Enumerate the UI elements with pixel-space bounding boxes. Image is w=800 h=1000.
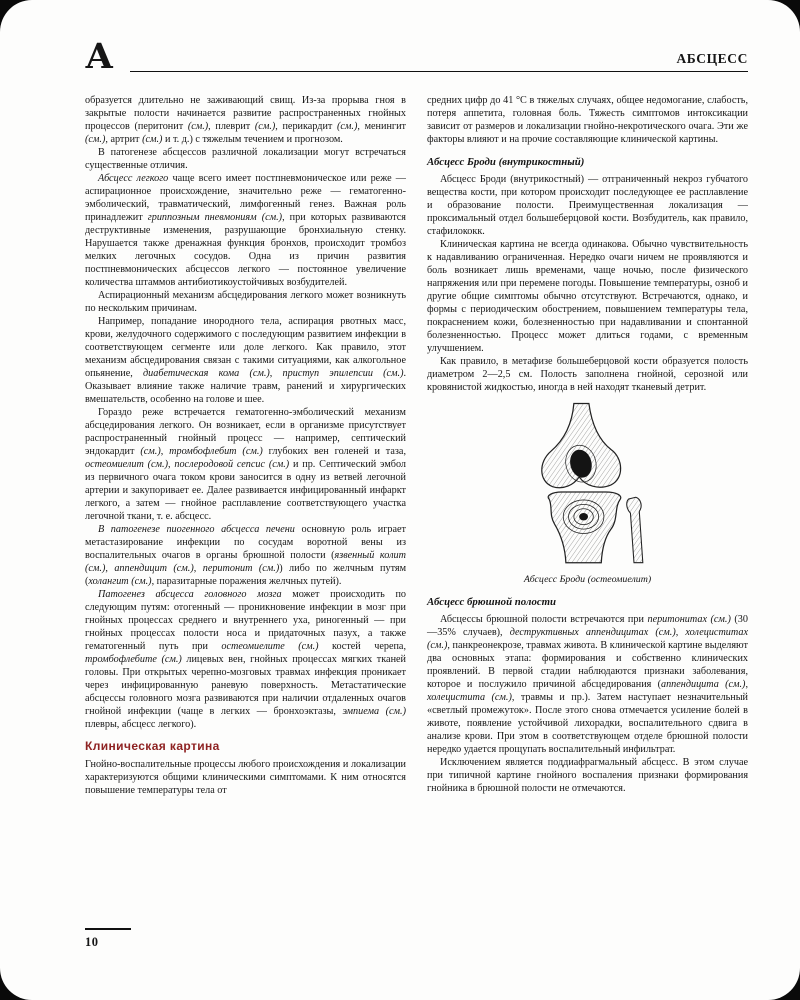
paragraph: Например, попадание инородного тела, аспирация рвотных масс, крови, желудочного содержимого с последующим развитием инфекции в соответствующем сегменте или доле легкого. Как правило, этот механизм абсцедирования связан с такими ситуациями, как алкогольное опьянение, диабетическая кома (см.), приступ эпилепсии (см.). Оказывает влияние также наличие травм, ранений и хирургических вмешательств, особенно на голове и шее. [85,316,407,405]
page-number: 10 [85,935,99,949]
running-head: АБСЦЕСС [676,50,748,66]
column-right [427,94,748,962]
figure-caption: Абсцесс Броди (остеомиелит) [523,574,652,585]
paragraph: Абсцесс Броди (внутрикостный) — отграниченный некроз губчатого вещества кости, при котором происходит последующее ее расплавление и образование полости. Преимущественная локализация — проксимальный отдел большеберцовой кости. Возбудитель, как правило, стафилококк. [427,174,748,237]
paragraph: Патогенез абсцесса головного мозга может происходить по следующим путям: отогенный — проникновение инфекции в мозг при гнойных процессах среднего и внутреннего уха, риногенный — при гнойных процессах полости носа и придаточных пазух, а также гематогенный путь при остеомиелите (см.) костей черепа, тромбофлебите (см.) лицевых вен, гнойных процессах мягких тканей головы. При открытых черепно-мозговых травмах инфекция проникает через инфицированную раневую поверхность. Метастатические абсцессы головного мозга развиваются при наличии отдаленных очагов гнойной инфекции (чаще в легких — бронхоэктазы, эмпиема (см.) плевры, абсцесс легкого). [85,589,406,730]
header-rule [130,51,748,72]
clinical-picture-heading: Клиническая картина [85,739,220,753]
page-footer [85,928,131,950]
fibula-outline [626,497,642,562]
paragraph: Гнойно-воспалительные процессы любого происхождения и локализации характеризуются общими клиническими симптомами. К ним относятся повышение температуры тела от [85,759,406,796]
paragraph: образуется длительно не заживающий свищ. Из-за прорыва гноя в закрытые полости начинается развитие распространенных гнойных процессов (перитонит (см.), плеврит (см.), перикардит (см.), менингит (см.), артрит (см.) и т. д.) с тяжелым течением и прогнозом. [85,95,406,145]
paragraph: Абсцесс легкого чаще всего имеет постпневмоническое или реже — аспирационное происхождение, значительно реже — гематогенно-эмболический, травматический, лимфогенный генез. Важная роль принадлежит гриппозным пневмониям (см.), при которых развиваются деструктивные изменения, разрушающие бронхиальную стенку. Нарушается также дренажная функция бронхов, происходит тромбоз мелких легочных сосудов. Одна из причин развития постпневмонических абсцессов легкого — постоянное увеличение количества штаммов антибиотикоустойчивых возбудителей. [85,173,406,288]
footer-rule [85,928,131,930]
text-columns [85,94,748,962]
section-letter: А [85,36,114,77]
figure-brodie-abscess [427,400,748,568]
paragraph: средних цифр до 41 °С в тяжелых случаях, общее недомогание, слабость, потеря аппетита, головная боль. Тяжесть симптомов интоксикации зависит от размеров и локализации гнойно-некротического очага. Эти же факторы влияют и на прочие составляющие клинической картины. [427,95,748,145]
cavity-ring-center [579,513,588,520]
subheading: Абсцесс брюшной полости [427,596,557,608]
paragraph: Гораздо реже встречается гематогенно-эмболический механизм абсцедирования легкого. Он возникает, если в организме присутствует распространенный гнойный процесс — например, септический эндокардит (см.), тромбофлебит (см.) глубоких вен голеней и таза, остеомиелит (см.), послеродовой сепсис (см.) и пр. Септический эмбол из первичного очага током крови заносится в одну из ветвей легочной артерии и закупоривает ее. Далее развивается инфицированный инфаркт легкого, а затем — гнойное расплавление соответствующего участка легочной ткани, т. е. абсцесс. [85,407,407,522]
tibia-outline [548,492,621,563]
paragraph: В патогенезе пиогенного абсцесса печени основную роль играет метастазирование инфекции по сосудам воротной вены из воспалительных очагов в органы брюшной полости (язвенный колит (см.), аппендицит (см.), перитонит (см.)) либо по желчным путям (холангит (см.), паразитарные поражения желчных путей). [85,524,407,587]
paragraph: Абсцессы брюшной полости встречаются при перитонитах (см.) (30—35% случаев), деструктивных аппендицитах (см.), холециститах (см.), панкреонекрозе, травмах живота. В клинической картине выделяют два основных этапа: формирования и собственно клинических проявлений. В первой стадии наблюдаются признаки заболевания, которое и послужило причиной абсцедирования (аппендицита (см.), холецистита (см.), травмы и пр.). Затем наступает незначительный «светлый промежуток». После этого снова отмечается усиление болей в животе, появление устойчивой лихорадки, воспалительного сдвига в анализе крови. При этом в соответствующем отделе брюшной полости нередко удается прощупать воспалительный инфильтрат. [427,614,748,755]
paragraph: Аспирационный механизм абсцедирования легкого может возникнуть по нескольким причинам. [85,290,406,314]
paragraph: Исключением является поддиафрагмальный абсцесс. В этом случае при типичной картине гнойного воспаления признаки формирования гнойника в брюшной полости не отмечаются. [427,757,748,794]
subheading: Абсцесс Броди (внутрикостный) [427,156,585,168]
bone-illustration [499,400,677,568]
page-header [85,36,748,77]
paragraph: Как правило, в метафизе большеберцовой кости образуется полость диаметром 2—2,5 см. Полость заполнена гнойной, серозной или кровянистой жидкостью, иногда в ней находят тканевый детрит. [427,356,748,393]
column-left [85,94,406,962]
paragraph: Клиническая картина не всегда одинакова. Обычно чувствительность к надавливанию ограниченная. Нередко очаги ничем не проявляются и боль возникает лишь временами, чаще ночью, после физического напряжения или при перемене погоды. Повышение температуры, озноб и другие общие симптомы обычно отсутствуют. Встречаются, однако, и формы с периодическим обострением, повышением температуры тела, покраснением кожи, болезненностью при надавливании и спонтанной болезненностью. Процесс может длиться годами, с временным улучшением. [427,239,748,354]
paragraph: В патогенезе абсцессов различной локализации могут встречаться существенные отличия. [85,147,406,171]
